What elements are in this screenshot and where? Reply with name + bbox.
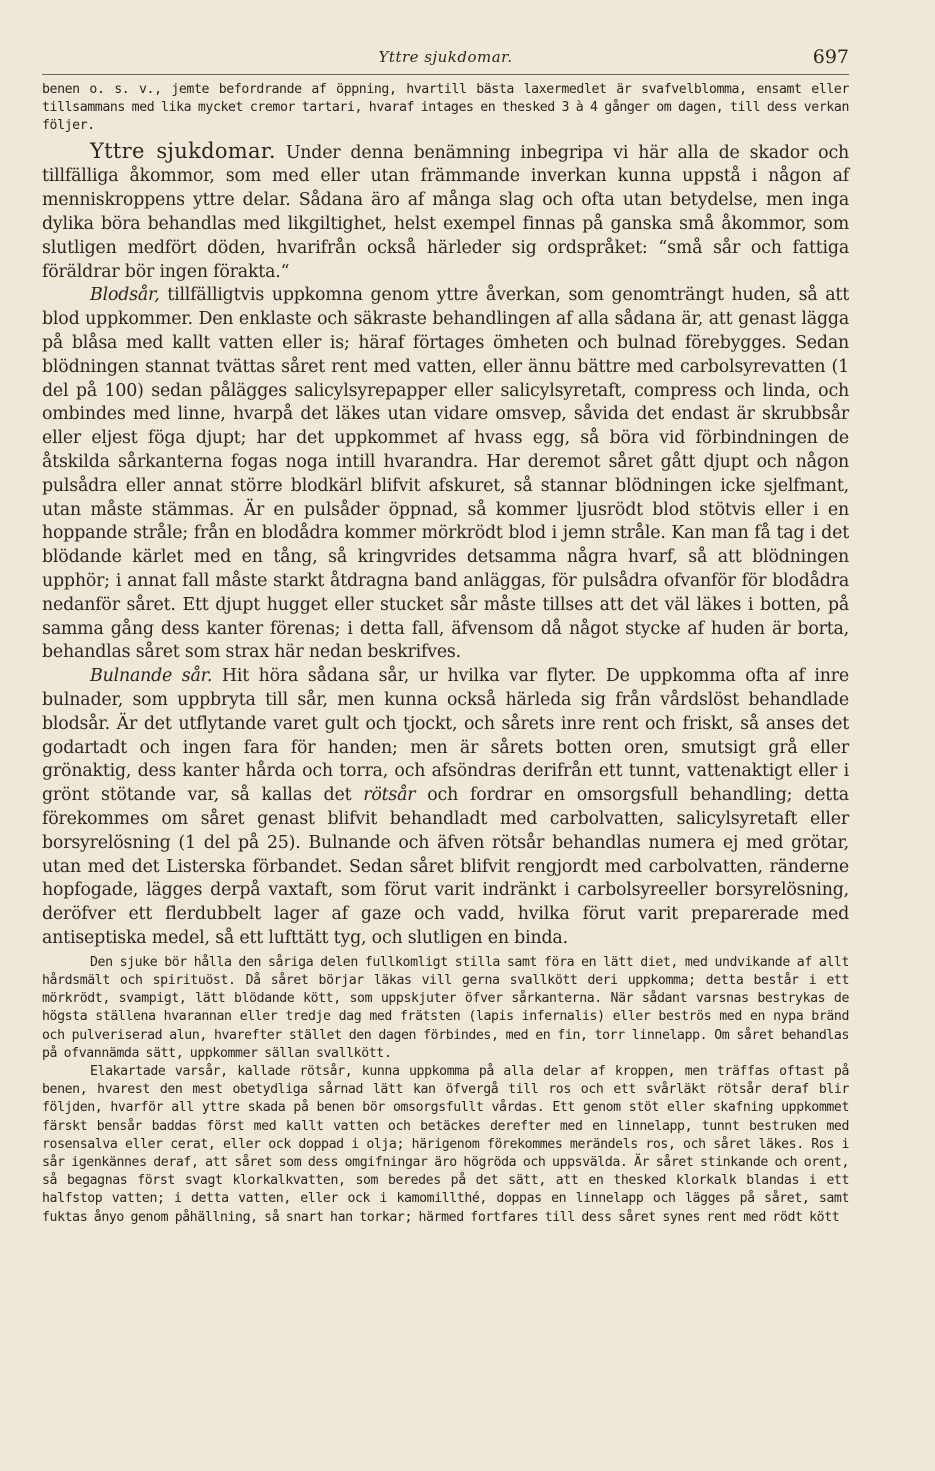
blodsar-term: Blodsår, bbox=[90, 285, 160, 306]
bulnande-text-before: Hit höra sådana sår, ur hvilka var flyter. De uppkomma ofta af inre bulnader, som uppbryta till sår, men kunna också härleda sig från vårdslöst behandlade blodsår. Är det utflytande varet gult och tjockt, och sårets inre rent och friskt, så anses det godartadt och ingen fara för handen; men är sårets botten oren, smutsigt grå eller grönaktig, dess kanter hårda och torra, och afsöndras derifrån ett tunnt, vattenaktigt eller i grönt stötande var, så kallas det bbox=[42, 666, 849, 806]
notes-section bbox=[42, 954, 849, 1227]
rotsar-term: rötsår bbox=[363, 785, 416, 806]
page-number: 697 bbox=[812, 46, 849, 68]
bulnande-term: Bulnande sår. bbox=[90, 666, 213, 687]
blodsar-text: tillfälligtvis uppkomna genom yttre åverkan, som genomträngt huden, så att blod uppkommer. Den enklaste och säkraste behandlingen af alla sådana är, att genast lägga på blåsa med kallt vatten eller is; häraf förtages ömheten och bulnad förebygges. Sedan blödningen stannat tvättas såret rent med vatten, eller ännu bättre med carbolsyrevatten (1 del på 100) sedan pålägges salicylsyrepapper eller salicylsyretaft, compress och linda, och ombindes med linne, hvarpå det läkes utan vidare omsvep, såvida det endast är skrubbsår eller eljest föga djupt; har det uppkommet af hvass egg, så böra vid förbindningen de åtskilda sårkanterna fogas noga intill hvarandra. Har deremot såret gått djupt och någon pulsådra eller annat större blodkärl blifvit afskuret, så stannar blödningen icke sjelfmant, utan måste stämmas. Är en pulsåder öppnad, så kommer ljusrödt blod stötvis eller i en hoppande stråle; från en blodådra kommer mörkrödt blod i jemn stråle. Kan man få tag i det blödande kärlet med en tång, så kringvrides detsamma några hvarf, så att blödningen upphör; i annat fall måste starkt åtdragna band anläggas, för pulsådra ofvanför för blodådra nedanför såret. Ett djupt hugget eller stucket sår måste tillses att det väl läkes i botten, på samma gång dess kanter förenas; i detta fall, äfvensom då något stycke af huden är borta, behandlas såret som strax här nedan beskrifves. bbox=[42, 285, 849, 663]
running-title: Yttre sjukdomar. bbox=[378, 48, 513, 66]
bulnande-text-after: och fordrar en omsorgsfull behandling; detta förekommes om såret genast blifvit behandladt med carbolvatten, salicylsyretaft eller borsyrelösning (1 del på 25). Bulnande och äfven rötsår behandlas numera ej med grötar, utan med det Listerska förbandet. Sedan såret blifvit rengjordt med carbolvatten, ränderne hopfogade, lägges derpå vaxtaft, som förut varit indränkt i carbolsyreeller borsyrelösning, deröfver ett flerdubbelt lager af gaze och vadd, hvilka förut varit preparerade med antiseptiska medel, så ett lufttätt tyg, och slutligen en binda. bbox=[42, 785, 849, 948]
intro-paragraph: benen o. s. v., jemte befordrande af öppning, hvartill bästa laxermedlet är svafvelblomma, ensamt eller tillsammans med lika mycket cremor tartari, hvaraf intages en thesked 3 à 4 gånger om dagen, till dess verkan följer. bbox=[42, 82, 849, 134]
main-text bbox=[42, 140, 849, 951]
section-text: Under denna benämning inbegripa vi här alla de skador och tillfälliga åkommor, som med eller utan främmande inverkan kunna uppstå i någon af menniskroppens yttre delar. Sådana äro af många slag och ofta utan betydelse, men inga dylika böra behandlas med likgiltighet, helst exempel finnas på ganska små åkommor, som slutligen medfört döden, hvarifrån också härleder sig ordspråket: “små sår och fattiga föräldrar bör ingen förakta.“ bbox=[42, 142, 849, 282]
note-paragraph: Den sjuke bör hålla den såriga delen fullkomligt stilla samt föra en lätt diet, med undvikande af allt hårdsmält och spirituöst. Då såret börjar läkas vill gerna svallkött deri uppkomma; detta består i ett mörkrödt, svampigt, lätt blödande kött, som uppskjuter öfver sårkanterna. När sådant varsnas bestrykas de högsta ställena hvarannan eller tredje dag med frätsten (lapis infernalis) eller beströs med en nypa bränd och pulveriserad alun, hvarefter stället den dagen förbindes, med en fin, torr linnelapp. Om såret behandlas på ofvannämda sätt, uppkommer sällan svallkött. bbox=[42, 954, 849, 1061]
blodsar-paragraph bbox=[42, 284, 849, 665]
page-header bbox=[42, 42, 849, 74]
section-title: Yttre sjukdomar. bbox=[90, 138, 276, 163]
section-paragraph bbox=[42, 140, 849, 285]
header-rule bbox=[42, 74, 849, 75]
bulnande-paragraph bbox=[42, 665, 849, 951]
note-paragraph: Elakartade varsår, kallade rötsår, kunna uppkomma på alla delar af kroppen, men träffas oftast på benen, hvarest den mest obetydliga sårnad lätt kan öfvergå till ros och ett svårläkt rötsår deraf blir följden, hvarför all yttre skada på benen bör omsorgsfullt vårdas. Ett genom stöt eller skafning uppkommet färskt bensår baddas först med kallt vatten och betäckes derefter med en linnelapp, tunnt bestruken med rosensalva eller cerat, eller ock doppad i olja; härigenom förekommes merändels ros, och såret läkes. Ros i sår igenkännes deraf, att såret som dess omgifningar äro högröda och uppsvälda. Är såret stinkande och orent, så begagnas först svagt klorkalkvatten, som beredes på det sätt, att en thesked klorkalk blandas i ett halfstop vatten; i detta vatten, eller ock i kamomillthé, doppas en linnelapp och lägges på såret, samt fuktas ånyo genom påhällning, så snart han torkar; härmed fortfares till dess såret synes rent med rödt kött bbox=[42, 1063, 849, 1225]
